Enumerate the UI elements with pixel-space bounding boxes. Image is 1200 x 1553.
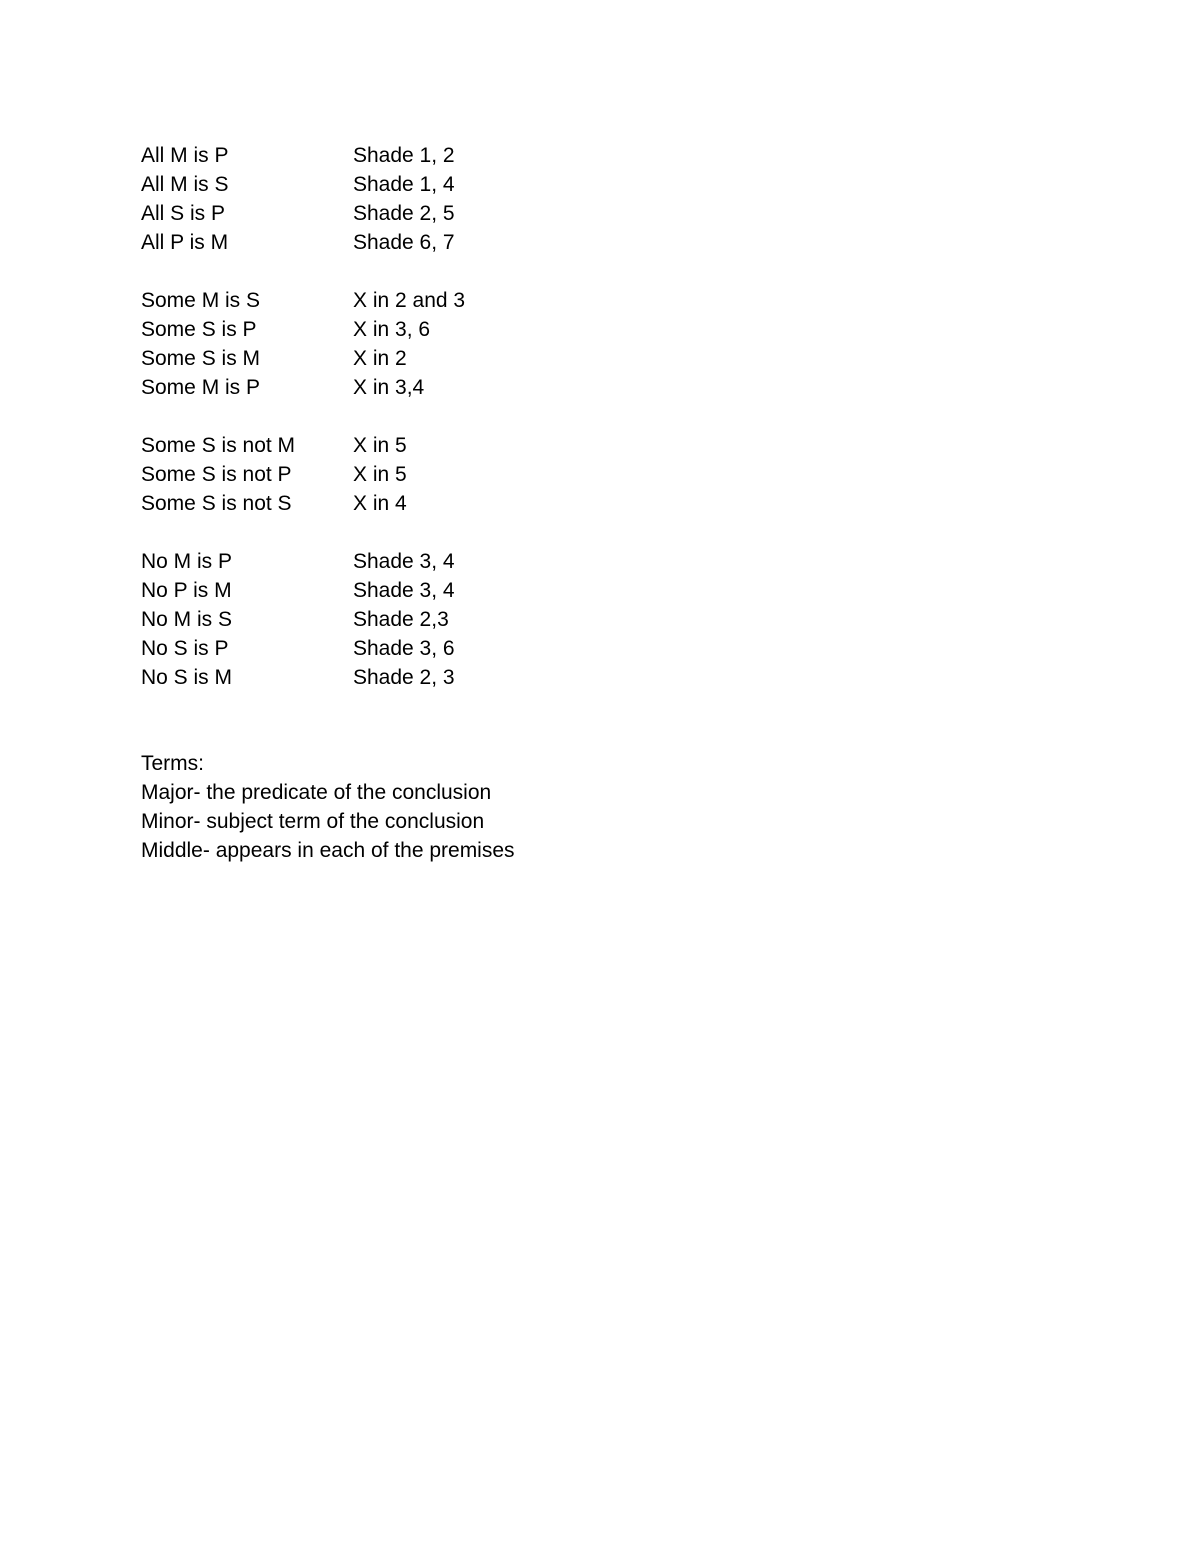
diagram-instruction: Shade 3, 6	[353, 637, 455, 660]
terms-heading: Terms:	[141, 752, 204, 775]
table-row	[141, 315, 941, 344]
diagram-instruction: X in 5	[353, 463, 407, 486]
particular-negative-group	[141, 431, 941, 518]
term-definition-major: Major- the predicate of the conclusion	[141, 781, 492, 804]
table-row	[141, 547, 941, 576]
diagram-instruction: X in 2	[353, 347, 407, 370]
statement-text: All M is S	[141, 173, 229, 196]
statement-text: Some M is P	[141, 376, 261, 399]
table-row	[141, 199, 941, 228]
spacer	[141, 257, 941, 286]
universal-affirmative-group	[141, 141, 941, 257]
statement-text: Some S is not P	[141, 463, 292, 486]
diagram-instruction: X in 2 and 3	[353, 289, 466, 312]
statement-text: No S is M	[141, 666, 233, 689]
table-row	[141, 344, 941, 373]
statement-text: All P is M	[141, 231, 229, 254]
diagram-instruction: Shade 3, 4	[353, 550, 455, 573]
diagram-instruction: Shade 1, 2	[353, 144, 455, 167]
particular-affirmative-group	[141, 286, 941, 402]
diagram-instruction: Shade 3, 4	[353, 579, 455, 602]
statement-text: Some S is M	[141, 347, 261, 370]
statement-text: All S is P	[141, 202, 226, 225]
term-definition-minor: Minor- subject term of the conclusion	[141, 810, 485, 833]
diagram-instruction: Shade 2, 5	[353, 202, 455, 225]
table-row	[141, 373, 941, 402]
table-row	[141, 663, 941, 692]
spacer	[141, 402, 941, 431]
statement-text: No S is P	[141, 637, 229, 660]
diagram-instruction: Shade 1, 4	[353, 173, 455, 196]
table-row	[141, 228, 941, 257]
diagram-instruction: X in 3,4	[353, 376, 425, 399]
statement-text: No P is M	[141, 579, 232, 602]
table-row	[141, 431, 941, 460]
diagram-instruction: Shade 2, 3	[353, 666, 455, 689]
spacer	[141, 692, 941, 749]
statement-text: Some S is not S	[141, 492, 292, 515]
statement-text: All M is P	[141, 144, 229, 167]
diagram-instruction: X in 3, 6	[353, 318, 431, 341]
table-row	[141, 634, 941, 663]
document-content	[141, 141, 941, 865]
table-row	[141, 576, 941, 605]
diagram-instruction: Shade 2,3	[353, 608, 449, 631]
statement-text: Some S is P	[141, 318, 257, 341]
table-row	[141, 170, 941, 199]
statement-text: No M is P	[141, 550, 233, 573]
universal-negative-group	[141, 547, 941, 692]
statement-text: No M is S	[141, 608, 233, 631]
diagram-instruction: X in 5	[353, 434, 407, 457]
statement-text: Some S is not M	[141, 434, 296, 457]
terms-section	[141, 749, 941, 865]
spacer	[141, 518, 941, 547]
table-row	[141, 286, 941, 315]
table-row	[141, 141, 941, 170]
term-definition-middle: Middle- appears in each of the premises	[141, 839, 515, 862]
statement-text: Some M is S	[141, 289, 261, 312]
diagram-instruction: Shade 6, 7	[353, 231, 455, 254]
table-row	[141, 605, 941, 634]
diagram-instruction: X in 4	[353, 492, 407, 515]
table-row	[141, 489, 941, 518]
table-row	[141, 460, 941, 489]
